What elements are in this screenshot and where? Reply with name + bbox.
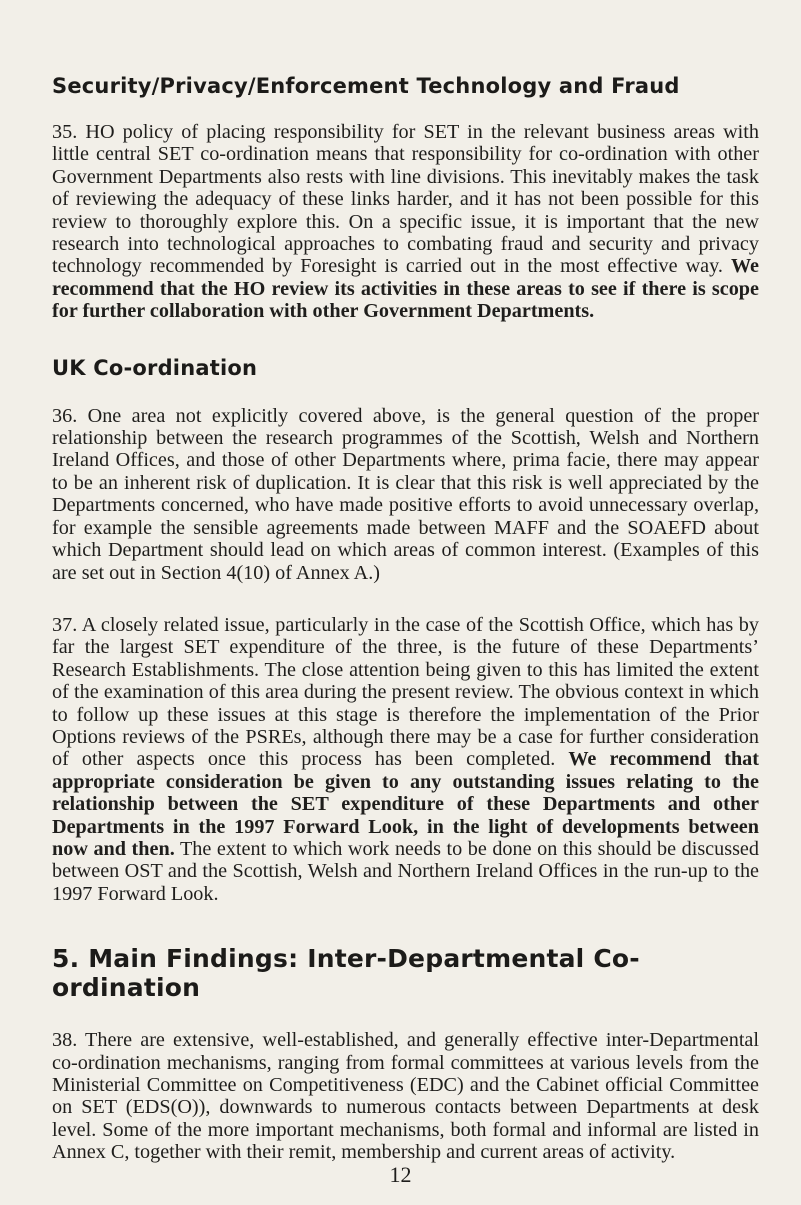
paragraph-36	[52, 405, 759, 584]
paragraph-35-text: 35. HO policy of placing responsibility for SET in the relevant business areas with little central SET co-ordination means that responsibility for co-ordination with other Government Departments also rests with line divisions. This inevitably makes the task of reviewing the adequacy of these links harder, and it has not been possible for this review to thoroughly explore this. On a specific issue, it is important that the new research into technological approaches to combating fraud and security and privacy technology recommended by Foresight is carried out in the most effective way.	[52, 121, 759, 278]
chapter-heading-main-findings: 5. Main Findings: Inter-Departmental Co-ordination	[52, 944, 640, 1003]
section-heading-uk-coordination: UK Co-ordination	[52, 355, 258, 380]
paragraph-37-text: 37. A closely related issue, particularly in the case of the Scottish Office, which has by far the largest SET expenditure of the three, is the future of these Departments’ Research Establishments. The close attention being given to this has limited the extent of the examination of this area during the present review. The obvious context in which to follow up these issues at this stage is therefore the implementation of the Prior Options reviews of the PSREs, although there may be a case for further consideration of other aspects once this process has been completed.	[52, 613, 759, 771]
paragraph-37	[52, 614, 759, 905]
paragraph-35-recommendation: We recommend that the HO review its activities in these areas to see if there is scope for further collaboration with other Government Departments.	[52, 255, 759, 323]
paragraph-36-text: 36. One area not explicitly covered above, is the general question of the proper relationship between the research programmes of the Scottish, Welsh and Northern Ireland Offices, and those of other Departments where, prima facie, there may appear to be an inherent risk of duplication. It is clear that this risk is well appreciated by the Departments concerned, who have made positive efforts to avoid unnecessary overlap, for example the sensible agreements made between MAFF and the SOAEFD about which Department should lead on which areas of common interest. (Examples of this are set out in Section 4(10) of Annex A.)	[52, 404, 759, 584]
paragraph-35	[52, 121, 759, 323]
page-number: 12	[389, 1162, 412, 1187]
paragraph-37-tail: The extent to which work needs to be done on this should be discussed between OST and the Scottish, Welsh and Northern Ireland Offices in the run-up to the 1997 Forward Look.	[52, 837, 759, 905]
paragraph-37-recommendation: We recommend that appropriate consideration be given to any outstanding issues relating to the relationship between the SET expenditure of these Departments and other Departments in the 1997 Forward Look, in the light of developments between now and then.	[52, 748, 759, 860]
paragraph-38-text: 38. There are extensive, well-established, and generally effective inter-Departmental co-ordination mechanisms, ranging from formal committees at various levels from the Ministerial Committee on Competitiveness (EDC) and the Cabinet official Committee on SET (EDS(O)), downwards to numerous contacts between Departments at desk level. Some of the more important mechanisms, both formal and informal are listed in Annex C, together with their remit, membership and current areas of activity.	[52, 1029, 759, 1164]
section-heading-security: Security/Privacy/Enforcement Technology and Fraud	[52, 74, 680, 98]
paragraph-38	[52, 1029, 759, 1163]
